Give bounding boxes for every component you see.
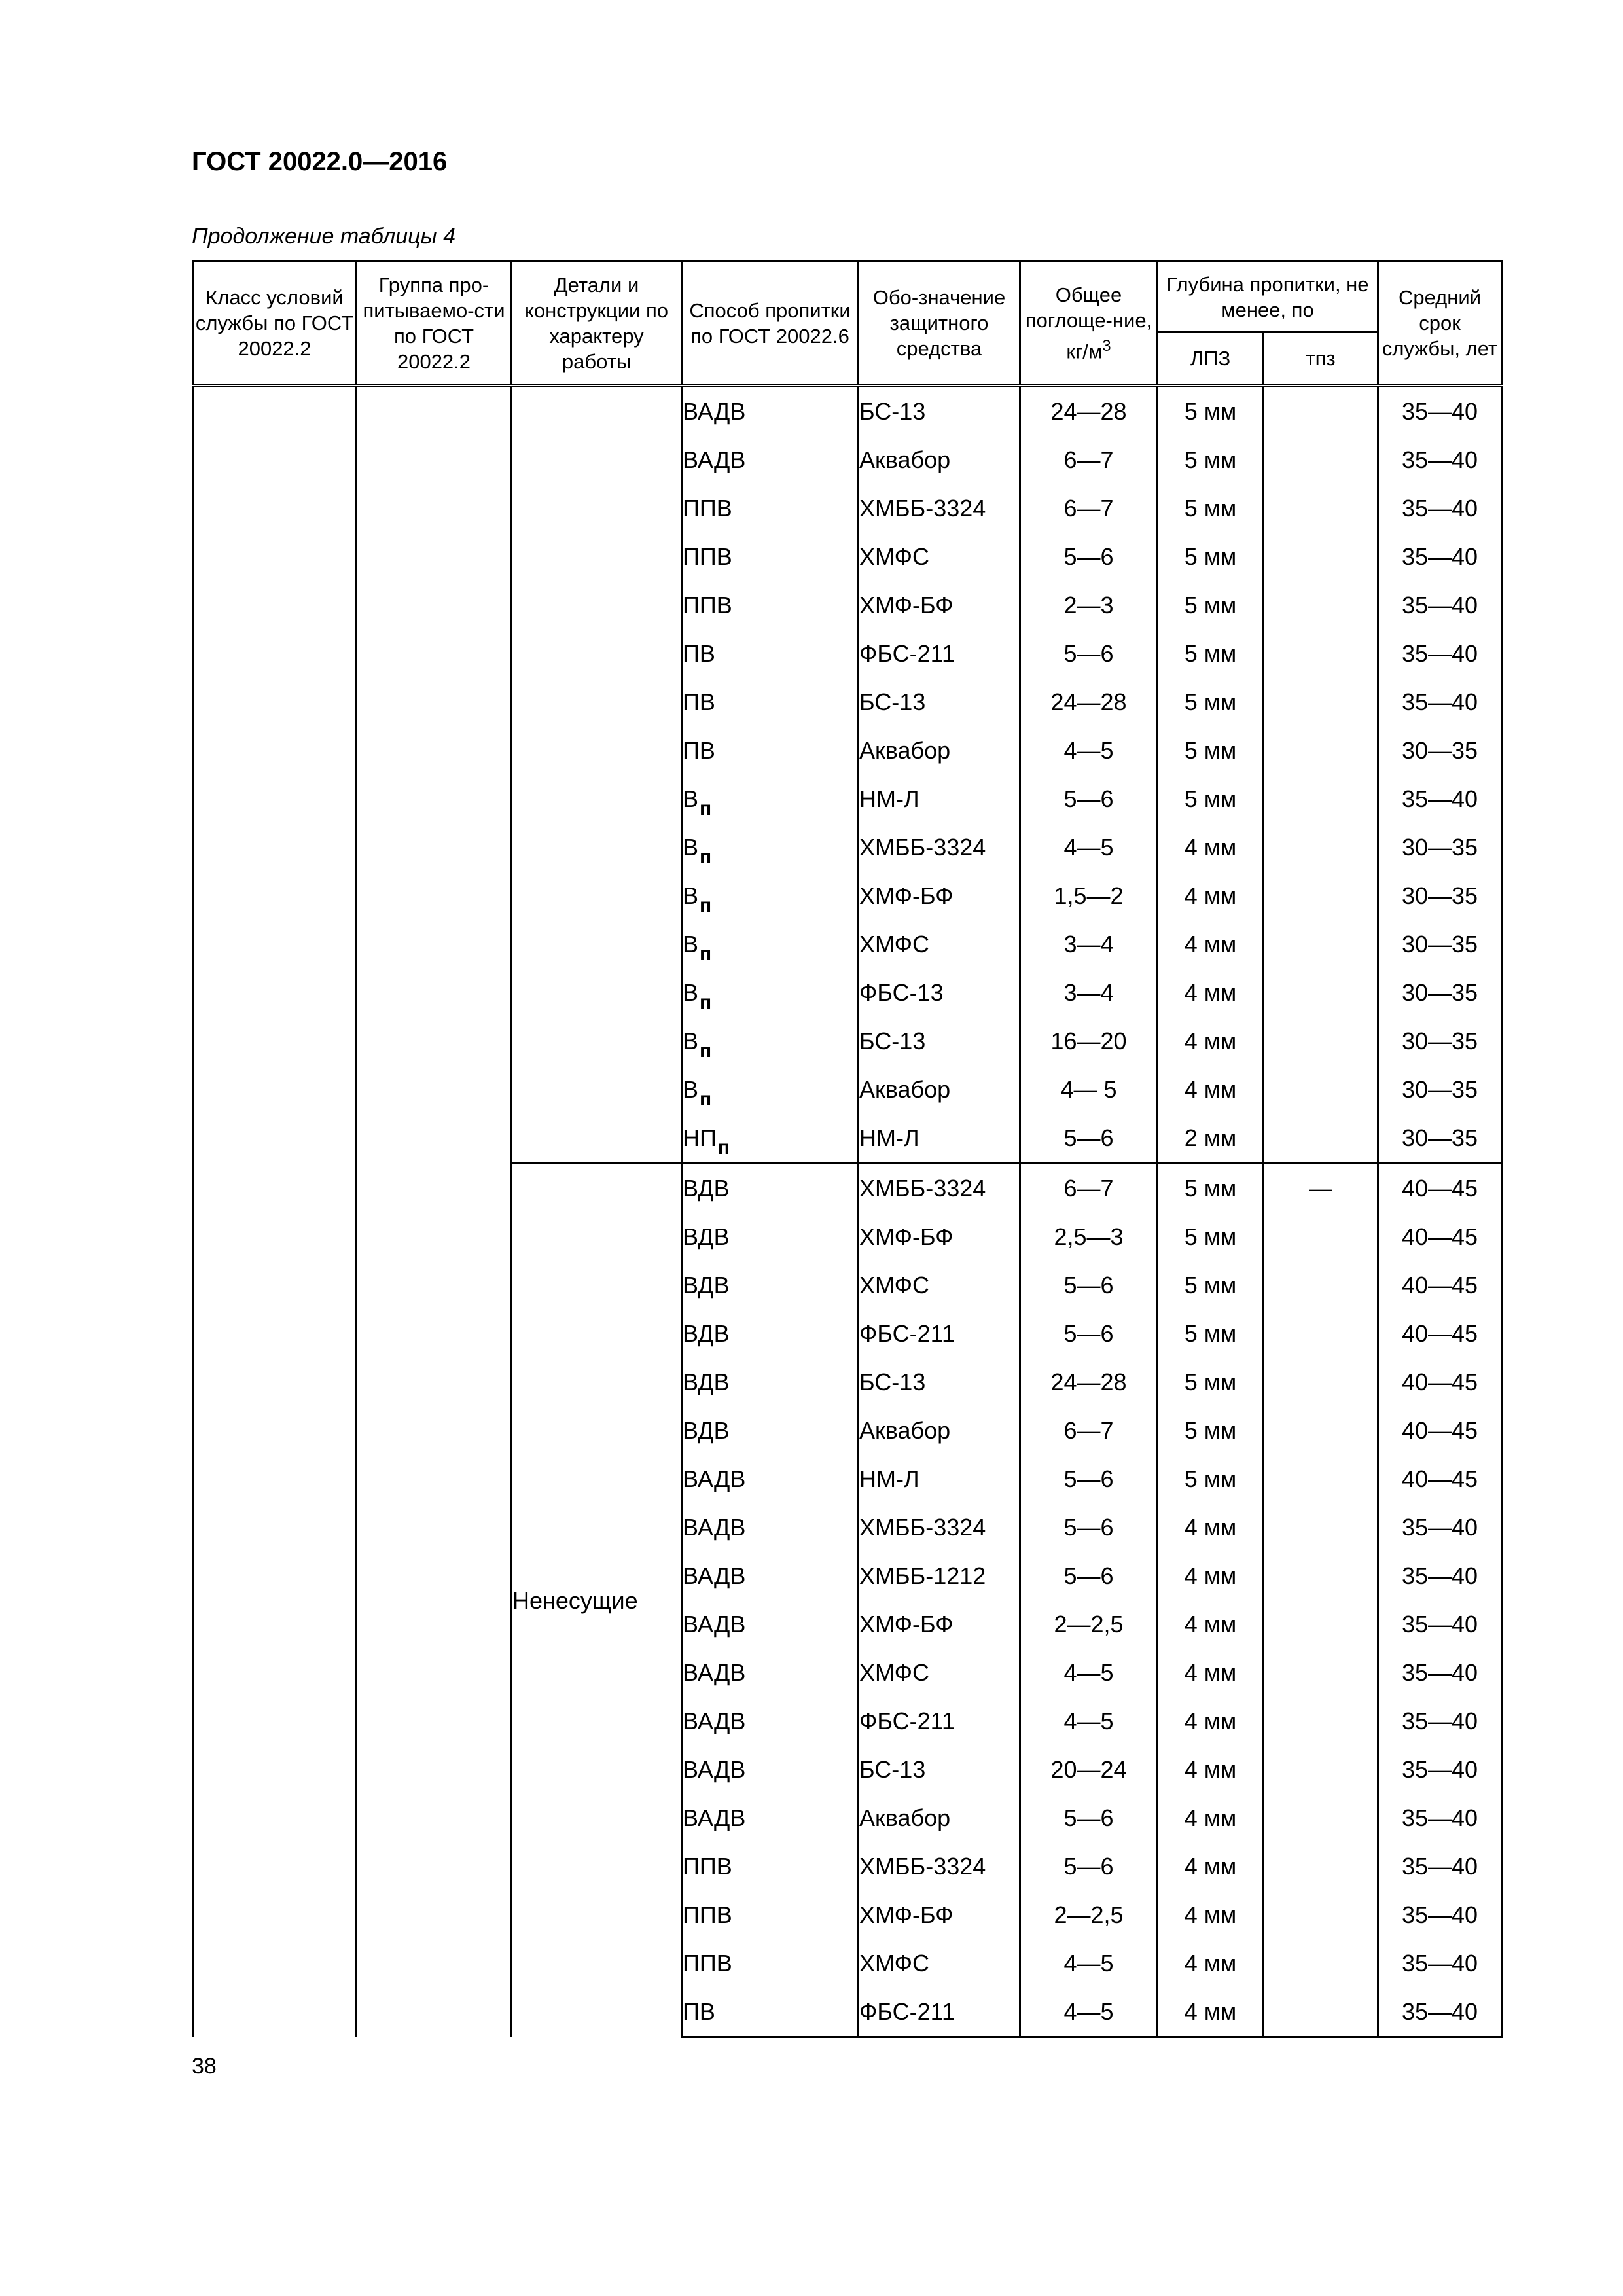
lpz-cell: 5 мм xyxy=(1158,1213,1264,1261)
tpz-cell xyxy=(1264,630,1378,678)
absorption-cell: 2,5—3 xyxy=(1020,1213,1158,1261)
tpz-cell xyxy=(1264,1407,1378,1455)
lpz-cell: 5 мм xyxy=(1158,581,1264,630)
method-label: ППВ xyxy=(683,543,732,570)
tpz-cell xyxy=(1264,1649,1378,1697)
agent-cell: Аквабор xyxy=(859,436,1020,484)
col-header-class: Класс условий службы по ГОСТ 20022.2 xyxy=(193,262,357,386)
service-life-cell: 30—35 xyxy=(1378,823,1502,872)
absorption-cell: 24—28 xyxy=(1020,386,1158,436)
col-header-method: Способ пропитки по ГОСТ 20022.6 xyxy=(682,262,859,386)
table-row xyxy=(193,386,1502,436)
method-subscript: п xyxy=(700,943,712,965)
col-header-absorption xyxy=(1020,262,1158,386)
method-cell xyxy=(682,581,859,630)
tpz-cell xyxy=(1264,1842,1378,1891)
method-cell xyxy=(682,726,859,775)
service-life-cell: 35—40 xyxy=(1378,1649,1502,1697)
details-cell xyxy=(512,386,682,1164)
agent-cell: ХМББ-3324 xyxy=(859,484,1020,533)
lpz-cell: 4 мм xyxy=(1158,872,1264,920)
method-cell xyxy=(682,1261,859,1310)
tpz-cell xyxy=(1264,872,1378,920)
agent-cell: ХМФС xyxy=(859,920,1020,969)
class-cell xyxy=(193,386,357,2037)
method-label: ВАДВ xyxy=(683,1804,746,1831)
service-life-cell: 30—35 xyxy=(1378,726,1502,775)
method-cell xyxy=(682,1213,859,1261)
method-label: В xyxy=(683,979,699,1006)
lpz-cell: 5 мм xyxy=(1158,678,1264,726)
service-life-cell: 40—45 xyxy=(1378,1310,1502,1358)
method-label: ППВ xyxy=(683,1950,732,1977)
method-label: ВДВ xyxy=(683,1175,730,1202)
absorption-cell: 6—7 xyxy=(1020,436,1158,484)
absorption-cell: 6—7 xyxy=(1020,1164,1158,1213)
method-label: ВАДВ xyxy=(683,1659,746,1686)
method-cell xyxy=(682,872,859,920)
method-subscript: п xyxy=(700,846,712,868)
method-cell xyxy=(682,1017,859,1066)
method-cell xyxy=(682,386,859,436)
service-life-cell: 30—35 xyxy=(1378,1066,1502,1114)
tpz-cell xyxy=(1264,1310,1378,1358)
service-life-cell: 35—40 xyxy=(1378,1600,1502,1649)
tpz-cell xyxy=(1264,1746,1378,1794)
absorption-cell: 4—5 xyxy=(1020,1988,1158,2037)
service-life-cell: 35—40 xyxy=(1378,1939,1502,1988)
absorption-cell: 5—6 xyxy=(1020,1842,1158,1891)
lpz-cell: 5 мм xyxy=(1158,775,1264,823)
service-life-cell: 35—40 xyxy=(1378,1891,1502,1939)
absorption-cell: 6—7 xyxy=(1020,484,1158,533)
table-body xyxy=(193,386,1502,2037)
service-life-cell: 40—45 xyxy=(1378,1164,1502,1213)
lpz-cell: 2 мм xyxy=(1158,1114,1264,1164)
service-life-cell: 35—40 xyxy=(1378,436,1502,484)
agent-cell: ХМФС xyxy=(859,1939,1020,1988)
data-table xyxy=(192,260,1503,2038)
agent-cell: ХМФС xyxy=(859,533,1020,581)
lpz-cell: 4 мм xyxy=(1158,1891,1264,1939)
method-label: ППВ xyxy=(683,592,732,619)
absorption-cell: 5—6 xyxy=(1020,1455,1158,1503)
agent-cell: БС-13 xyxy=(859,1017,1020,1066)
agent-cell: ХМББ-3324 xyxy=(859,1842,1020,1891)
method-cell xyxy=(682,436,859,484)
method-cell xyxy=(682,1114,859,1164)
method-label: ВАДВ xyxy=(683,1465,746,1492)
absorption-cell: 4—5 xyxy=(1020,823,1158,872)
method-cell xyxy=(682,920,859,969)
absorption-cell: 4—5 xyxy=(1020,1649,1158,1697)
method-cell xyxy=(682,1697,859,1746)
tpz-cell xyxy=(1264,436,1378,484)
agent-cell: ФБС-211 xyxy=(859,630,1020,678)
tpz-cell xyxy=(1264,484,1378,533)
method-cell xyxy=(682,1455,859,1503)
method-label: ВАДВ xyxy=(683,1611,746,1638)
tpz-cell xyxy=(1264,726,1378,775)
agent-cell: Аквабор xyxy=(859,1066,1020,1114)
method-label: ППВ xyxy=(683,1853,732,1880)
absorption-cell: 5—6 xyxy=(1020,1794,1158,1842)
lpz-cell: 5 мм xyxy=(1158,1261,1264,1310)
absorption-cell: 4— 5 xyxy=(1020,1066,1158,1114)
method-cell xyxy=(682,1649,859,1697)
method-subscript: п xyxy=(700,895,712,916)
agent-cell: ХМФ-БФ xyxy=(859,1600,1020,1649)
lpz-cell: 5 мм xyxy=(1158,1310,1264,1358)
service-life-cell: 35—40 xyxy=(1378,1503,1502,1552)
method-cell xyxy=(682,484,859,533)
method-cell xyxy=(682,678,859,726)
absorption-cell: 6—7 xyxy=(1020,1407,1158,1455)
absorption-cell: 2—2,5 xyxy=(1020,1891,1158,1939)
absorption-cell: 24—28 xyxy=(1020,678,1158,726)
method-cell xyxy=(682,1164,859,1213)
lpz-cell: 4 мм xyxy=(1158,1017,1264,1066)
lpz-cell: 4 мм xyxy=(1158,1600,1264,1649)
service-life-cell: 30—35 xyxy=(1378,1114,1502,1164)
col-header-depth: Глубина пропитки, не менее, по xyxy=(1158,262,1378,332)
method-cell xyxy=(682,1503,859,1552)
method-label: ПВ xyxy=(683,1998,715,2025)
method-label: ППВ xyxy=(683,1901,732,1928)
page-number: 38 xyxy=(192,2054,217,2079)
absorption-cell: 2—3 xyxy=(1020,581,1158,630)
service-life-cell: 40—45 xyxy=(1378,1213,1502,1261)
col-header-details: Детали и конструкции по характеру работы xyxy=(512,262,682,386)
service-life-cell: 35—40 xyxy=(1378,1552,1502,1600)
table-caption: Продолжение таблицы 4 xyxy=(192,224,455,249)
absorption-cell: 4—5 xyxy=(1020,726,1158,775)
method-cell xyxy=(682,969,859,1017)
tpz-cell xyxy=(1264,1552,1378,1600)
agent-cell: ХМББ-1212 xyxy=(859,1552,1020,1600)
method-cell xyxy=(682,1552,859,1600)
method-label: ВДВ xyxy=(683,1272,730,1299)
agent-cell: ХМББ-3324 xyxy=(859,1503,1020,1552)
absorption-cell: 5—6 xyxy=(1020,1552,1158,1600)
tpz-cell xyxy=(1264,1988,1378,2037)
absorption-cell: 5—6 xyxy=(1020,775,1158,823)
lpz-cell: 4 мм xyxy=(1158,1988,1264,2037)
agent-cell: БС-13 xyxy=(859,386,1020,436)
method-label: ВАДВ xyxy=(683,1756,746,1783)
absorption-cell: 3—4 xyxy=(1020,920,1158,969)
lpz-cell: 4 мм xyxy=(1158,1794,1264,1842)
method-label: В xyxy=(683,1028,699,1054)
agent-cell: БС-13 xyxy=(859,1746,1020,1794)
method-subscript: п xyxy=(700,1040,712,1062)
agent-cell: ХМББ-3324 xyxy=(859,1164,1020,1213)
tpz-cell xyxy=(1264,1261,1378,1310)
agent-cell: НМ-Л xyxy=(859,1455,1020,1503)
absorption-cell: 16—20 xyxy=(1020,1017,1158,1066)
document-header: ГОСТ 20022.0—2016 xyxy=(192,147,448,176)
method-label: ПВ xyxy=(683,737,715,764)
service-life-cell: 35—40 xyxy=(1378,581,1502,630)
method-cell xyxy=(682,533,859,581)
service-life-cell: 35—40 xyxy=(1378,630,1502,678)
method-cell xyxy=(682,1600,859,1649)
tpz-cell xyxy=(1264,823,1378,872)
service-life-cell: 35—40 xyxy=(1378,1746,1502,1794)
method-cell xyxy=(682,1891,859,1939)
tpz-cell xyxy=(1264,969,1378,1017)
method-label: ВДВ xyxy=(683,1320,730,1347)
method-cell xyxy=(682,1407,859,1455)
agent-cell: ХМФС xyxy=(859,1649,1020,1697)
absorption-cell: 5—6 xyxy=(1020,1310,1158,1358)
method-label: ПВ xyxy=(683,640,715,667)
service-life-cell: 35—40 xyxy=(1378,484,1502,533)
absorption-cell: 5—6 xyxy=(1020,630,1158,678)
col-header-tpz: тпз xyxy=(1264,332,1378,386)
lpz-cell: 5 мм xyxy=(1158,1164,1264,1213)
method-label: В xyxy=(683,785,699,812)
service-life-cell: 35—40 xyxy=(1378,386,1502,436)
tpz-cell xyxy=(1264,1600,1378,1649)
method-label: В xyxy=(683,931,699,958)
agent-cell: ХМФ-БФ xyxy=(859,1213,1020,1261)
absorption-cell: 4—5 xyxy=(1020,1939,1158,1988)
lpz-cell: 4 мм xyxy=(1158,969,1264,1017)
service-life-cell: 35—40 xyxy=(1378,1988,1502,2037)
method-cell xyxy=(682,775,859,823)
method-cell xyxy=(682,1842,859,1891)
method-cell xyxy=(682,823,859,872)
details-cell xyxy=(512,1164,682,2037)
service-life-cell: 35—40 xyxy=(1378,533,1502,581)
details-label: Ненесущие xyxy=(512,1587,638,1614)
method-cell xyxy=(682,1988,859,2037)
absorption-cell: 5—6 xyxy=(1020,1261,1158,1310)
method-label: В xyxy=(683,882,699,909)
lpz-cell: 4 мм xyxy=(1158,1649,1264,1697)
agent-cell: ХМФС xyxy=(859,1261,1020,1310)
group-cell xyxy=(357,386,512,2037)
method-cell xyxy=(682,1746,859,1794)
agent-cell: НМ-Л xyxy=(859,1114,1020,1164)
method-label: В xyxy=(683,834,699,861)
agent-cell: БС-13 xyxy=(859,1358,1020,1407)
agent-cell: ФБС-211 xyxy=(859,1988,1020,2037)
agent-cell: ХМФ-БФ xyxy=(859,872,1020,920)
service-life-cell: 30—35 xyxy=(1378,1017,1502,1066)
lpz-cell: 5 мм xyxy=(1158,533,1264,581)
tpz-cell xyxy=(1264,1891,1378,1939)
tpz-cell xyxy=(1264,1697,1378,1746)
tpz-cell: — xyxy=(1264,1164,1378,1213)
method-subscript: п xyxy=(700,798,712,819)
method-subscript: п xyxy=(700,1088,712,1110)
method-label: ВАДВ xyxy=(683,446,746,473)
agent-cell: Аквабор xyxy=(859,1407,1020,1455)
tpz-cell xyxy=(1264,1066,1378,1114)
tpz-cell xyxy=(1264,1503,1378,1552)
method-label: ВАДВ xyxy=(683,398,746,425)
method-cell xyxy=(682,630,859,678)
method-label: ВАДВ xyxy=(683,1514,746,1541)
tpz-cell xyxy=(1264,581,1378,630)
lpz-cell: 5 мм xyxy=(1158,630,1264,678)
absorption-cell: 3—4 xyxy=(1020,969,1158,1017)
col-header-group: Группа про-питываемо-сти по ГОСТ 20022.2 xyxy=(357,262,512,386)
lpz-cell: 5 мм xyxy=(1158,1455,1264,1503)
tpz-cell xyxy=(1264,1794,1378,1842)
service-life-cell: 30—35 xyxy=(1378,872,1502,920)
lpz-cell: 5 мм xyxy=(1158,726,1264,775)
lpz-cell: 4 мм xyxy=(1158,823,1264,872)
absorption-unit-exponent: 3 xyxy=(1102,336,1111,355)
method-label: ВДВ xyxy=(683,1369,730,1395)
col-header-designation: Обо-значение защитного средства xyxy=(859,262,1020,386)
absorption-cell: 5—6 xyxy=(1020,533,1158,581)
method-label: ВДВ xyxy=(683,1223,730,1250)
service-life-cell: 35—40 xyxy=(1378,1794,1502,1842)
col-header-lpz: ЛПЗ xyxy=(1158,332,1264,386)
service-life-cell: 35—40 xyxy=(1378,1842,1502,1891)
method-label: ППВ xyxy=(683,495,732,522)
method-label: ПВ xyxy=(683,689,715,715)
lpz-cell: 5 мм xyxy=(1158,436,1264,484)
method-subscript: п xyxy=(717,1137,730,1158)
method-cell xyxy=(682,1066,859,1114)
service-life-cell: 35—40 xyxy=(1378,678,1502,726)
tpz-cell xyxy=(1264,1017,1378,1066)
tpz-cell xyxy=(1264,1939,1378,1988)
method-label: ВДВ xyxy=(683,1417,730,1444)
service-life-cell: 30—35 xyxy=(1378,969,1502,1017)
tpz-cell xyxy=(1264,386,1378,436)
agent-cell: ФБС-211 xyxy=(859,1310,1020,1358)
method-label: ВАДВ xyxy=(683,1562,746,1589)
tpz-cell xyxy=(1264,678,1378,726)
absorption-cell: 2—2,5 xyxy=(1020,1600,1158,1649)
method-label: В xyxy=(683,1076,699,1103)
tpz-cell xyxy=(1264,775,1378,823)
service-life-cell: 40—45 xyxy=(1378,1358,1502,1407)
method-cell xyxy=(682,1358,859,1407)
lpz-cell: 4 мм xyxy=(1158,920,1264,969)
tpz-cell xyxy=(1264,1455,1378,1503)
absorption-cell: 4—5 xyxy=(1020,1697,1158,1746)
method-subscript: п xyxy=(700,992,712,1013)
lpz-cell: 4 мм xyxy=(1158,1842,1264,1891)
agent-cell: Аквабор xyxy=(859,1794,1020,1842)
service-life-cell: 30—35 xyxy=(1378,920,1502,969)
lpz-cell: 4 мм xyxy=(1158,1066,1264,1114)
agent-cell: ХМФ-БФ xyxy=(859,1891,1020,1939)
service-life-cell: 35—40 xyxy=(1378,1697,1502,1746)
service-life-cell: 40—45 xyxy=(1378,1407,1502,1455)
method-cell xyxy=(682,1310,859,1358)
absorption-cell: 5—6 xyxy=(1020,1114,1158,1164)
agent-cell: ФБС-13 xyxy=(859,969,1020,1017)
absorption-cell: 5—6 xyxy=(1020,1503,1158,1552)
lpz-cell: 4 мм xyxy=(1158,1697,1264,1746)
tpz-cell xyxy=(1264,1213,1378,1261)
lpz-cell: 5 мм xyxy=(1158,386,1264,436)
method-cell xyxy=(682,1794,859,1842)
absorption-cell: 1,5—2 xyxy=(1020,872,1158,920)
tpz-cell xyxy=(1264,533,1378,581)
agent-cell: Аквабор xyxy=(859,726,1020,775)
agent-cell: НМ-Л xyxy=(859,775,1020,823)
tpz-cell xyxy=(1264,1358,1378,1407)
method-cell xyxy=(682,1939,859,1988)
lpz-cell: 4 мм xyxy=(1158,1939,1264,1988)
lpz-cell: 5 мм xyxy=(1158,1358,1264,1407)
agent-cell: ХМФ-БФ xyxy=(859,581,1020,630)
method-label: ВАДВ xyxy=(683,1708,746,1734)
col-header-service-life: Средний срок службы, лет xyxy=(1378,262,1502,386)
lpz-cell: 4 мм xyxy=(1158,1552,1264,1600)
method-label: НП xyxy=(683,1124,717,1151)
lpz-cell: 5 мм xyxy=(1158,484,1264,533)
absorption-cell: 24—28 xyxy=(1020,1358,1158,1407)
service-life-cell: 40—45 xyxy=(1378,1455,1502,1503)
absorption-cell: 20—24 xyxy=(1020,1746,1158,1794)
service-life-cell: 35—40 xyxy=(1378,775,1502,823)
absorption-label: Общее поглоще-ние, кг/м xyxy=(1025,283,1152,363)
agent-cell: ФБС-211 xyxy=(859,1697,1020,1746)
tpz-cell xyxy=(1264,920,1378,969)
lpz-cell: 4 мм xyxy=(1158,1746,1264,1794)
service-life-cell: 40—45 xyxy=(1378,1261,1502,1310)
tpz-cell xyxy=(1264,1114,1378,1164)
agent-cell: БС-13 xyxy=(859,678,1020,726)
agent-cell: ХМББ-3324 xyxy=(859,823,1020,872)
lpz-cell: 5 мм xyxy=(1158,1407,1264,1455)
lpz-cell: 4 мм xyxy=(1158,1503,1264,1552)
